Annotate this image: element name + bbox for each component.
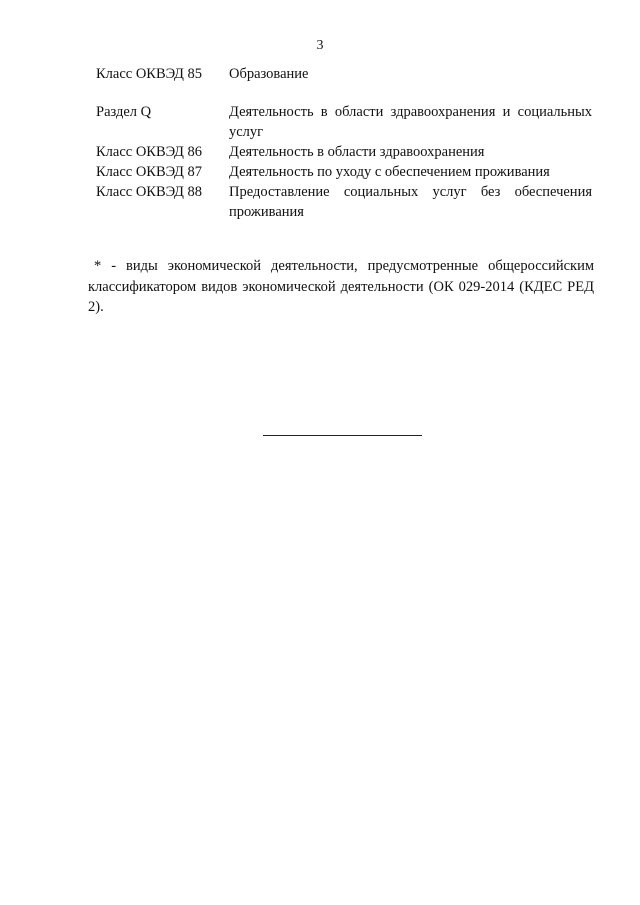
code-row <box>96 142 592 162</box>
row-description: Деятельность по уходу с обеспечением проживания <box>229 164 550 180</box>
code-row <box>96 102 592 142</box>
row-code: Класс ОКВЭД 88 <box>96 184 203 200</box>
code-row <box>96 182 592 222</box>
row-code: Раздел Q <box>96 104 152 120</box>
footnote: * - виды экономической деятельности, предусмотренные общероссийским классификатором видов экономической деятельности (ОК 029-2014 (КДЕС РЕД 2). <box>88 258 594 315</box>
row-code: Класс ОКВЭД 87 <box>96 164 203 180</box>
row-code: Класс ОКВЭД 85 <box>96 66 203 82</box>
row-code: Класс ОКВЭД 86 <box>96 144 203 160</box>
row-description: Образование <box>229 66 309 82</box>
okved-code-list <box>96 64 592 222</box>
row-description: Деятельность в области здравоохранения и социальных услуг <box>229 104 592 140</box>
code-row <box>96 162 592 182</box>
code-row <box>96 64 592 84</box>
end-of-document-rule <box>263 435 422 436</box>
row-description: Предоставление социальных услуг без обеспечения проживания <box>229 184 592 220</box>
page-number: 3 <box>316 38 324 53</box>
row-description: Деятельность в области здравоохранения <box>229 144 485 160</box>
